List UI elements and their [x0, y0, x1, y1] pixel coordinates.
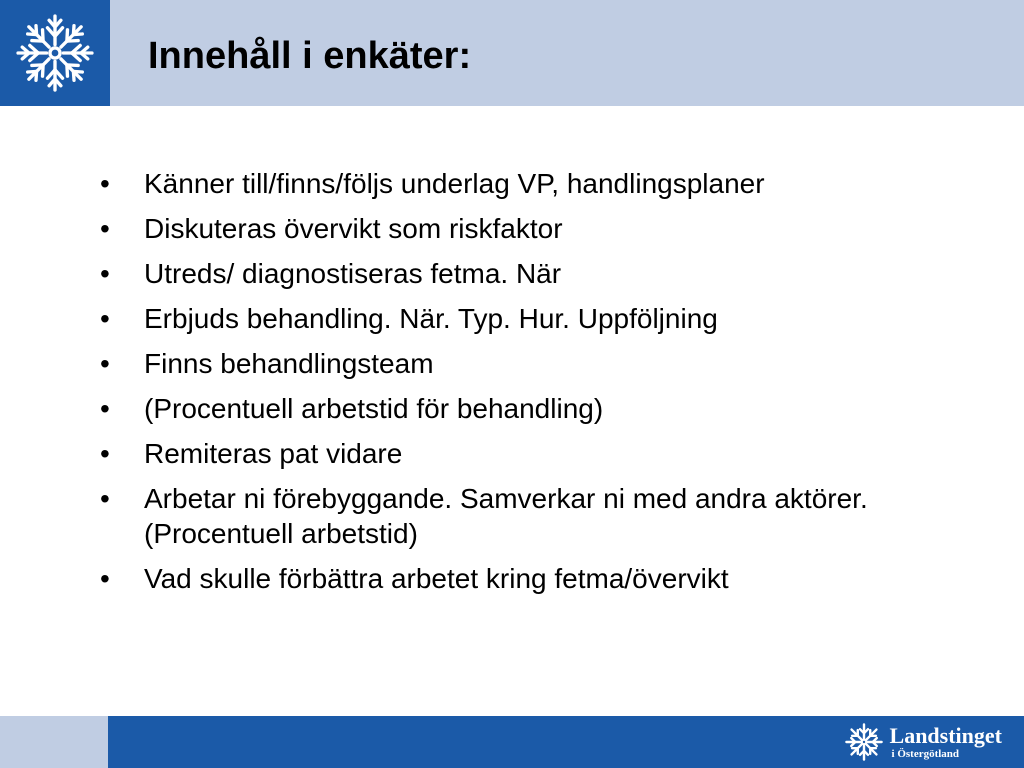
bullet-marker: •	[100, 303, 110, 334]
list-item	[100, 561, 980, 596]
list-item	[100, 301, 980, 336]
bullet-marker: •	[100, 258, 110, 289]
bullet-marker: •	[100, 348, 110, 379]
footer-brand	[889, 722, 1002, 760]
list-item-text: Diskuteras övervikt som riskfaktor	[144, 213, 563, 244]
bullet-marker: •	[100, 483, 110, 514]
list-item-text: Vad skulle förbättra arbetet kring fetma/övervikt	[144, 563, 729, 594]
header-logo	[0, 0, 110, 106]
slide-title: Innehåll i enkäter:	[148, 35, 472, 77]
snowflake-flower-icon	[844, 722, 884, 762]
snowflake-flower-icon	[13, 11, 97, 95]
bullet-marker: •	[100, 213, 110, 244]
list-item-text: Erbjuds behandling. När. Typ. Hur. Uppföljning	[144, 303, 718, 334]
list-item	[100, 481, 980, 551]
list-item-text: Arbetar ni förebyggande. Samverkar ni med andra aktörer. (Procentuell arbetstid)	[144, 483, 868, 549]
bullet-marker: •	[100, 438, 110, 469]
list-item	[100, 391, 980, 426]
list-item-text: Remiteras pat vidare	[144, 438, 403, 469]
bullet-marker: •	[100, 393, 110, 424]
footer-left-block	[0, 716, 108, 768]
list-item-text: (Procentuell arbetstid för behandling)	[144, 393, 604, 424]
bullet-list	[100, 166, 980, 606]
bullet-marker: •	[100, 168, 110, 199]
list-item	[100, 211, 980, 246]
list-item	[100, 166, 980, 201]
list-item-text: Finns behandlingsteam	[144, 348, 434, 379]
list-item	[100, 436, 980, 471]
bullet-marker: •	[100, 563, 110, 594]
list-item-text: Utreds/ diagnostiseras fetma. När	[144, 258, 562, 289]
list-item	[100, 256, 980, 291]
footer-brand-name: Landstinget	[889, 722, 1002, 748]
footer-logo	[844, 719, 1002, 765]
footer-brand-region: i Östergötland	[891, 747, 960, 760]
list-item	[100, 346, 980, 381]
list-item-text: Känner till/finns/följs underlag VP, handlingsplaner	[144, 168, 765, 199]
